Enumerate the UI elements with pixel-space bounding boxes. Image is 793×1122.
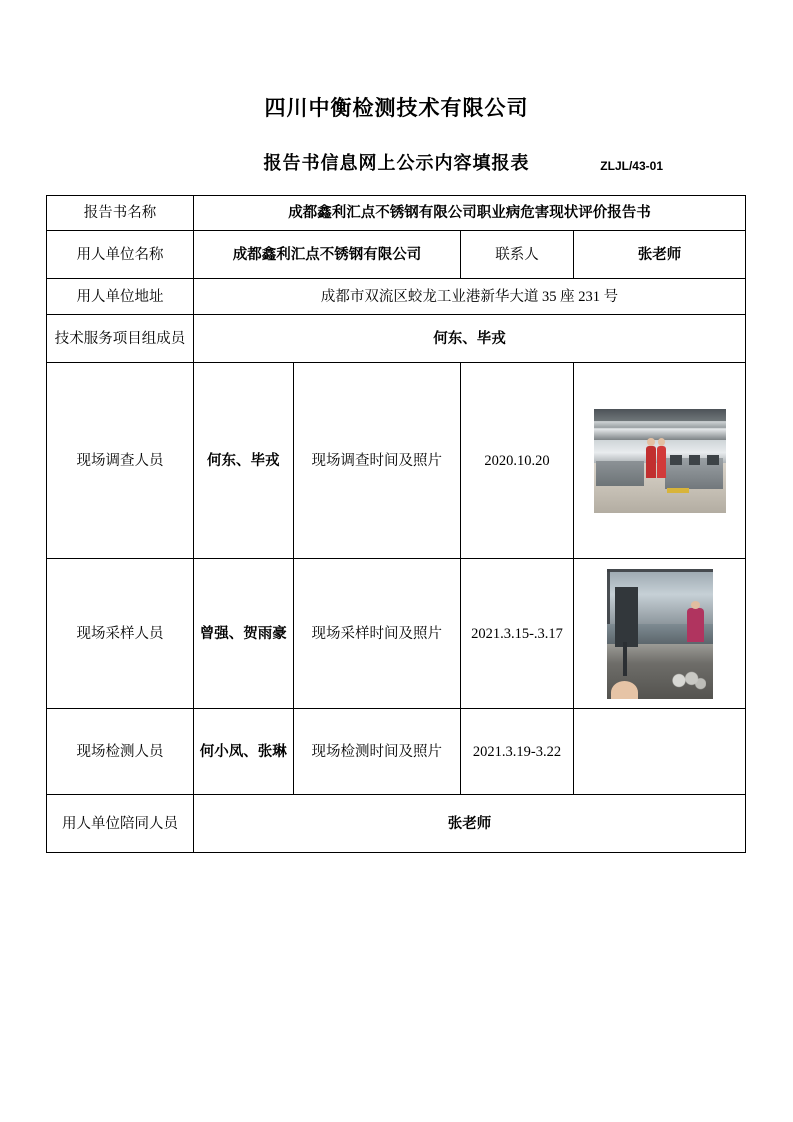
table-row-accompanying [47,795,746,853]
value-employer-address: 成都市双流区蛟龙工业港新华大道 35 座 231 号 [194,279,746,315]
label-site-sampling: 现场采样人员 [47,559,194,709]
value-site-sampling-people: 曾强、贺雨豪 [194,559,294,709]
value-project-team: 何东、毕戎 [194,315,746,363]
form-title: 报告书信息网上公示内容填报表 [263,153,530,173]
photo-desk-left [596,461,644,486]
value-report-name: 成都鑫利汇点不锈钢有限公司职业病危害现状评价报告书 [194,196,746,231]
photo-sampling-tripod [623,642,626,676]
value-site-survey-people: 何东、毕戎 [194,363,294,559]
label-report-name: 报告书名称 [47,196,194,231]
photo-cell-site-sampling [574,559,746,709]
value-contact: 张老师 [574,231,746,279]
value-site-testing-date: 2021.3.19-3.22 [460,709,573,795]
photo-person [687,608,704,642]
label-employer-address: 用人单位地址 [47,279,194,315]
table-row-project-team [47,315,746,363]
label-site-testing: 现场检测人员 [47,709,194,795]
photo-machine [615,587,638,647]
label-site-survey: 现场调查人员 [47,363,194,559]
photo-hand [611,681,639,699]
table-row-site-survey [47,363,746,559]
label-site-survey-desc: 现场调查时间及照片 [293,363,460,559]
value-employer-name: 成都鑫利汇点不锈钢有限公司 [194,231,461,279]
table-row-report-name [47,196,746,231]
value-site-sampling-date: 2021.3.15-.3.17 [460,559,573,709]
label-employer-name: 用人单位名称 [47,231,194,279]
label-site-testing-desc: 现场检测时间及照片 [293,709,460,795]
value-accompanying: 张老师 [194,795,746,853]
form-code: ZLJL/43-01 [600,159,663,173]
photo-monitor [707,455,719,465]
label-contact: 联系人 [460,231,573,279]
table-row-site-testing [47,709,746,795]
photo-cell-site-survey [574,363,746,559]
label-accompanying: 用人单位陪同人员 [47,795,194,853]
value-site-survey-date: 2020.10.20 [460,363,573,559]
photo-person [657,446,666,477]
value-site-testing-people: 何小凤、张琳 [194,709,294,795]
photo-monitor [670,455,682,465]
table-row-employer-name [47,231,746,279]
label-project-team: 技术服务项目组成员 [47,315,194,363]
office-survey-photo [594,409,726,513]
workshop-sampling-photo [607,569,713,699]
subtitle-row [46,122,747,175]
photo-cell-site-testing [574,709,746,795]
photo-monitor [689,455,701,465]
photo-person [646,446,655,477]
page-title: 四川中衡检测技术有限公司 [264,96,529,120]
photo-floor-marking [667,488,688,493]
table-row-site-sampling [47,559,746,709]
photo-metal-parts [670,670,706,691]
label-site-sampling-desc: 现场采样时间及照片 [293,559,460,709]
report-info-table [46,195,746,853]
photo-ceiling [594,409,726,440]
table-row-employer-address [47,279,746,315]
